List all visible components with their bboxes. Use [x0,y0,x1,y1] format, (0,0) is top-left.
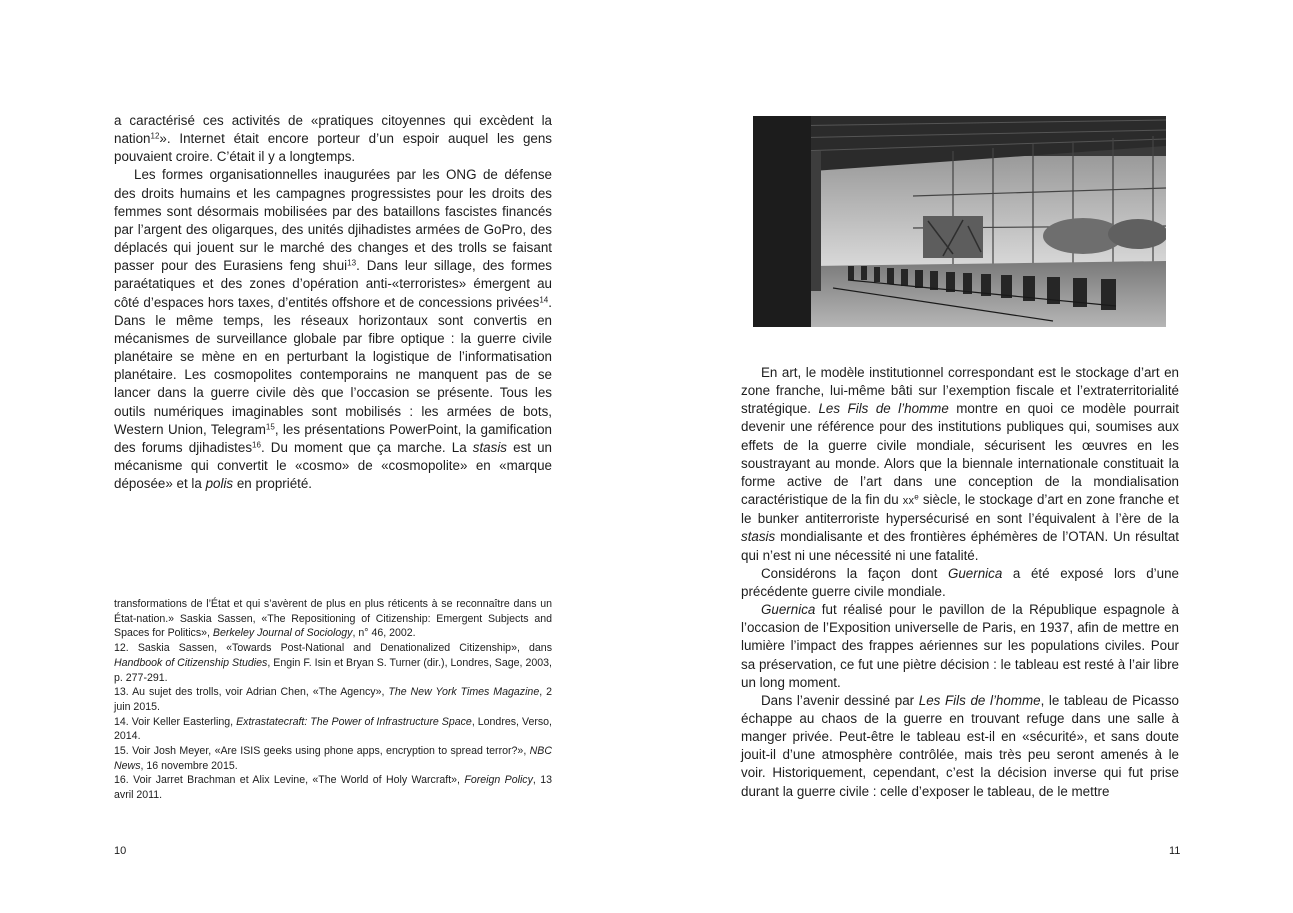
text-run: montre en quoi ce modèle pourrait devenir une référence pour des institutions publiques qui, soumises aux effets de la guerre civile mondiale, sécurisent les œuvres en les soustrayant au monde. Alors que la biennale internationale constituait la forme active de l’art dans une conception de la mondialisation caractéristique de la fin du [741,401,1179,508]
left-page [0,0,646,913]
text-run: est un mécanisme qui convertit le «cosmo» de «cosmopolite» en «marque déposée» et la [114,439,552,492]
text-run: , n° 46, 2002. [352,627,416,640]
italic-text: Guernica [947,565,1003,581]
italic-text: Berkeley Journal of Sociology [212,627,353,640]
text-run: En art, le modèle institutionnel correspondant est le stockage d’art en zone franche, lui-même bâti sur l’exemption fiscale et l’extraterritorialité stratégique. [741,365,1179,417]
italic-text: Guernica [761,602,816,618]
text-run: transformations de l’État et qui s’avèrent de plus en plus réticents à se reconnaître dans un État-nation.» Saskia Sassen, «The Repositioning of Citizenship: Emergent Subjects and Spaces for Politics», [114,598,552,640]
text-run: , les présentations PowerPoint, la gamification des forums djihadistes [114,421,552,455]
page-number-right: 11 [1169,845,1181,857]
small-caps-text: xx [902,495,915,508]
italic-text: NBC News [114,745,552,772]
left-body-text [114,112,552,493]
italic-text: Foreign Policy [464,774,533,787]
italic-text: The New York Times Magazine [388,686,540,699]
paragraph [741,565,1179,601]
italic-text: stasis [472,439,507,455]
text-run: fut réalisé pour le pavillon de la République espagnole à l’occasion de l’Exposition universelle de Paris, en 1937, afin de mettre en lumière l’impact des frappes aériennes sur les populations civiles. Pour sa préservation, ce fut une piètre décision : le tableau est resté à l’air libre un long moment. [741,602,1179,690]
text-run: . Du moment que ça marche. La [260,439,473,455]
note-reference: 16 [252,440,261,450]
pavilion-photograph-icon [753,116,1166,327]
text-run: a été exposé lors d’une précédente guerre civile mondiale. [741,565,1179,599]
right-body-text [741,364,1179,801]
text-run: 15. Voir Josh Meyer, «Are ISIS geeks using phone apps, encryption to spread terror?», [114,745,530,758]
text-run: mondialisante et des frontières éphémères de l’OTAN. Un résultat qui n’est ni une nécessité ni une fatalité. [741,529,1179,563]
pavilion-photograph [753,116,1166,327]
paragraph [741,601,1179,692]
footnotes [114,597,552,803]
paragraph [114,166,552,493]
note-reference: 13 [347,258,357,268]
text-run: . Dans le même temps, les réseaux horizontaux sont convertis en mécanismes de surveillance globale par fibre optique : la guerre civile planétaire se mène en en perturbant la logistique de l’informatisation planétaire. Les cosmopolites contemporains ne manquent pas de se lancer dans la guerre civile dès que l’occasion se présente. Tous les outils numériques imaginables sont mobilisés : les armées de bots, Western Union, Telegram [114,294,552,437]
text-run: , Londres, Verso, 2014. [114,715,553,743]
text-run: Considérons la façon dont [761,565,948,581]
note-reference: e [914,492,919,502]
italic-text: stasis [741,529,776,545]
text-run: a caractérisé ces activités de «pratiques citoyennes qui excèdent la nation [114,113,552,147]
text-run: 14. Voir Keller Easterling, [114,715,237,728]
text-run: 13. Au sujet des trolls, voir Adrian Chen, «The Agency», [114,686,389,699]
text-run: Dans l’avenir dessiné par [761,692,919,708]
text-run: , Engin F. Isin et Bryan S. Turner (dir.), Londres, Sage, 2003, p. 277-291. [114,656,552,684]
note-reference: 15 [265,422,275,432]
italic-text: polis [205,476,234,492]
italic-text: Les Fils de l’homme [918,692,1041,708]
text-run: , 16 novembre 2015. [140,759,238,772]
text-run: 12. Saskia Sassen, «Towards Post-National and Denationalized Citizenship», dans [114,642,552,655]
footnote [114,597,552,641]
text-run: , 13 avril 2011. [114,774,552,802]
text-run: 16. Voir Jarret Brachman et Alix Levine, «The World of Holy Warcraft», [114,774,465,787]
footnote [114,641,552,685]
paragraph [114,112,552,166]
text-run: Les formes organisationnelles inaugurées par les ONG de défense des droits humains et les campagnes progressistes pour les droits des femmes sont désormais mobilisées par des bataillons fascistes financés par l’argent des oligarques, des unités djihadistes armées de GoPro, des déplacés qui jouent sur le marché des changes et des trolls se faisant passer pour des Eurasiens feng shui [114,167,552,274]
italic-text: Handbook of Citizenship Studies [114,656,268,669]
note-reference: 12 [150,131,160,141]
page-number-left: 10 [114,845,127,857]
italic-text: Les Fils de l’homme [818,401,949,417]
italic-text: Extrastatecraft: The Power of Infrastructure Space [236,715,472,728]
footnote [114,685,552,714]
text-run: , le tableau de Picasso échappe au chaos de la guerre en trouvant refuge dans une salle à manger privée. Peut-être le tableau est-il en «sécurité», et sans doute jouit-il d’une atmosphère contrôlée, mais très peu seront amenés à le voir. Historiquement, cependant, c’est la décision inverse qui fut prise durant la guerre civile : celle d’exposer le tableau, de le mettre [741,692,1179,799]
paragraph [741,692,1179,801]
footnote [114,744,552,773]
footnote [114,715,552,744]
right-page [646,0,1293,913]
text-run: . Dans leur sillage, des formes paraétatiques et des zones d’opération anti-«terroristes» émergent au côté d’espaces hors taxes, d’entités offshore et de concessions privées [114,258,552,310]
text-run: en propriété. [233,476,313,492]
text-run: , 2 juin 2015. [114,686,553,713]
footnote [114,773,552,802]
text-run: ». Internet était encore porteur d’un espoir auquel les gens pouvaient croire. C’était il y a longtemps. [114,131,552,165]
text-run: siècle, le stockage d’art en zone franche et le bunker antiterroriste hypersécurisé en sont l’équivalent à l’ère de la [741,492,1179,527]
paragraph [741,364,1179,565]
note-reference: 14 [539,295,549,305]
